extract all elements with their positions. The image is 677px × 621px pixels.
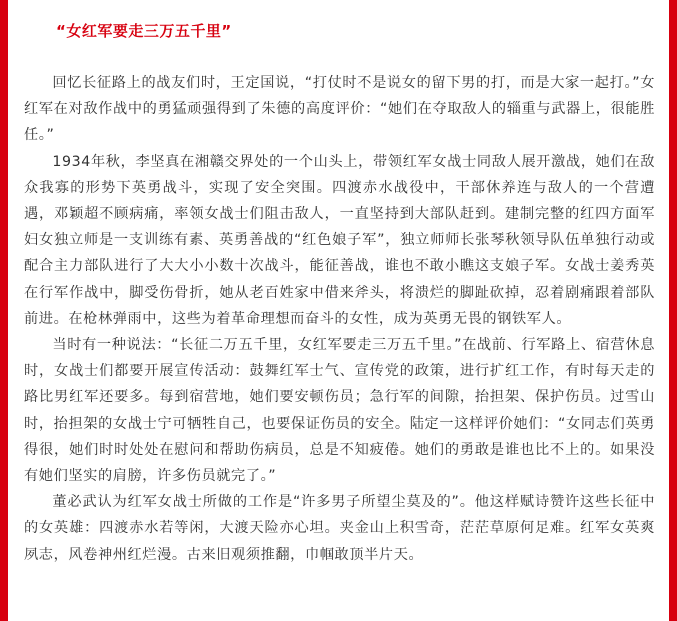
article-paragraph-1: 回忆长征路上的战友们时，王定国说，“打仗时不是说女的留下男的打，而是大家一起打。”女红军在对敌作战中的勇猛顽强得到了朱德的高度评价：“她们在夺取敌人的辎重与武器上，很能胜任。”: [24, 75, 655, 144]
article-paragraph-3: 当时有一种说法：“长征二万五千里，女红军要走三万五千里。”在战前、行军路上、宿营休息时，女战士们都要开展宣传活动：鼓舞红军士气、宣传党的政策，进行扩红工作，有时每天走的路比男红军还要多。每到宿营地，她们要安顿伤员；急行军的间隙，抬担架、保护伤员。过雪山时，抬担架的女战士宁可牺牲自己，也要保证伤员的安全。陆定一这样评价她们：“女同志们英勇得很，她们时时处处在慰问和帮助伤病员，总是不知疲倦。她们的勇敢是谁也比不上的。如果没有她们坚实的肩膀，许多伤员就完了。”: [24, 337, 655, 485]
article-paragraph-2: 1934年秋，李坚真在湘赣交界处的一个山头上，带领红军女战士同敌人展开激战，她们在敌众我寡的形势下英勇战斗，实现了安全突围。四渡赤水战役中，干部休养连与敌人的一个营遭遇，邓颖超不顾病痛，率领女战士们阻击敌人，一直坚持到大部队赶到。建制完整的红四方面军妇女独立师是一支训练有素、英勇善战的“红色娘子军”，独立师师长张琴秋领导队伍单独行动或配合主力部队进行了大大小小数十次战斗，能征善战，谁也不敢小瞧这支娘子军。女战士姜秀英在行军作战中，脚受伤骨折，她从老百姓家中借来斧头，将溃烂的脚趾砍掉，忍着剧痛跟着部队前进。在枪林弹雨中，这些为着革命理想而奋斗的女性，成为英勇无畏的钢铁军人。: [24, 153, 655, 327]
article-paragraph-4: 董必武认为红军女战士所做的工作是“许多男子所望尘莫及的”。他这样赋诗赞许这些长征中的女英雄：四渡赤水若等闲，大渡天险亦心坦。夹金山上积雪奇，茫茫草原何足难。红军女英爽夙志，风卷神州红烂漫。古来旧观须推翻，巾帼敢顶半片天。: [24, 494, 655, 563]
article-title: “女红军要走三万五千里”: [56, 22, 232, 40]
left-red-border: [0, 0, 8, 621]
article-body: [24, 70, 655, 568]
right-red-border: [669, 0, 677, 621]
